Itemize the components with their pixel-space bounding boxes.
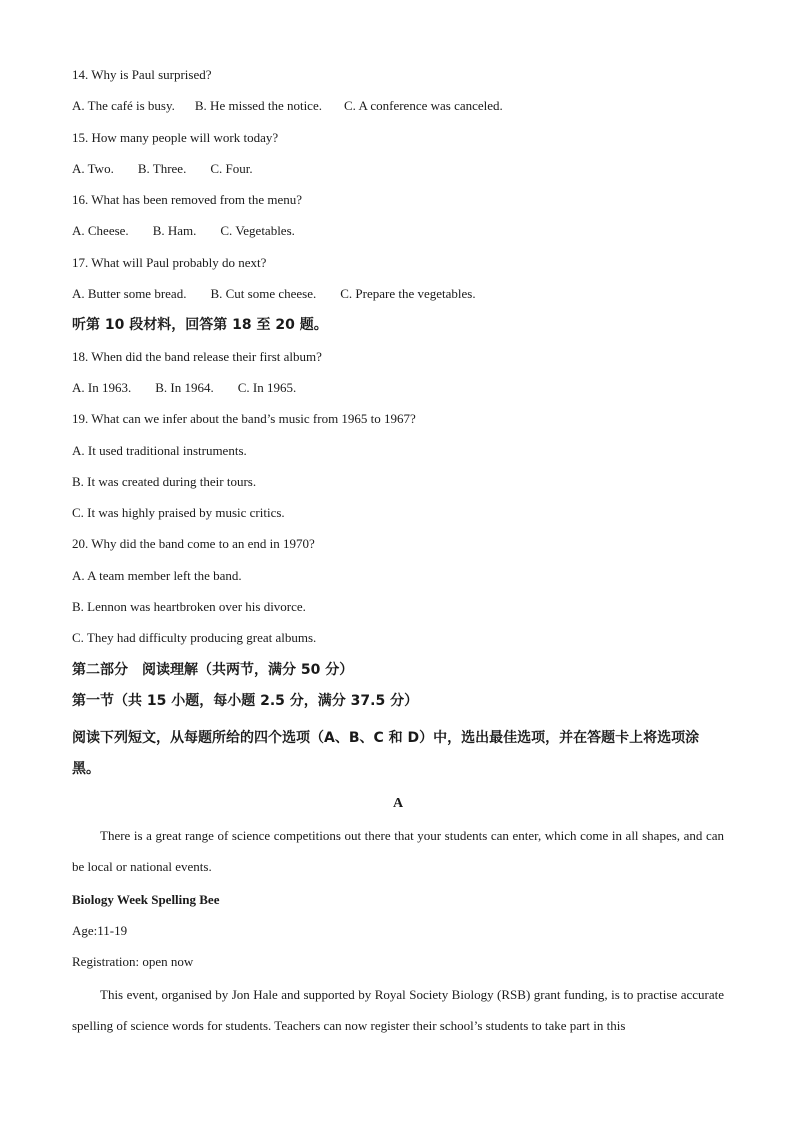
question-18-stem: 18. When did the band release their first album? <box>72 348 322 364</box>
q15-option-b: B. Three. <box>137 160 187 176</box>
q16-option-c: C. Vegetables. <box>220 223 295 239</box>
q18-option-a: A. In 1963. <box>72 379 132 395</box>
page-content <box>72 66 724 1041</box>
q17-option-c: C. Prepare the vegetables. <box>340 286 476 302</box>
event-description: This event, organised by Jon Hale and supported by Royal Society Biology (RSB) grant funding, is to practise accurate spelling of science words for students. Teachers can now register their school’s students to take part in this <box>72 986 724 1033</box>
q20-option-b: B. Lennon was heartbroken over his divorce. <box>72 599 306 615</box>
event-title: Biology Week Spelling Bee <box>72 891 220 907</box>
question-16-options <box>72 222 724 240</box>
q16-option-b: B. Ham. <box>152 223 197 239</box>
reading-section-title: 第一节（共 15 小题，每小题 2.5 分，满分 37.5 分） <box>72 692 419 709</box>
question-15-options <box>72 160 724 178</box>
q17-option-b: B. Cut some cheese. <box>210 286 317 302</box>
q14-option-a: A. The café is busy. <box>72 98 175 114</box>
listening-material-10-header: 听第 10 段材料，回答第 18 至 20 题。 <box>72 317 328 334</box>
question-20-stem: 20. Why did the band come to an end in 1970? <box>72 536 315 552</box>
q20-option-c: C. They had difficulty producing great albums. <box>72 630 317 646</box>
question-18-options <box>72 379 724 397</box>
event-age: Age:11-19 <box>72 922 128 938</box>
reading-part-title: 第二部分 阅读理解（共两节，满分 50 分） <box>72 661 354 678</box>
q16-option-a: A. Cheese. <box>72 223 129 239</box>
reading-instruction: 阅读下列短文，从每题所给的四个选项（A、B、C 和 D）中，选出最佳选项，并在答题卡上将选项涂黑。 <box>72 730 700 778</box>
question-17-options <box>72 285 724 303</box>
question-19-stem: 19. What can we infer about the band’s music from 1965 to 1967? <box>72 411 416 427</box>
q17-option-a: A. Butter some bread. <box>72 286 187 302</box>
q19-option-a: A. It used traditional instruments. <box>72 442 247 458</box>
question-15-stem: 15. How many people will work today? <box>72 129 279 145</box>
q19-option-c: C. It was highly praised by music critics. <box>72 505 285 521</box>
q14-option-c: C. A conference was canceled. <box>343 98 503 114</box>
question-14-stem: 14. Why is Paul surprised? <box>72 67 212 82</box>
passage-letter: A <box>392 796 404 812</box>
passage-intro: There is a great range of science competitions out there that your students can enter, which come in all shapes, and can be local or national events. <box>72 828 724 875</box>
q14-option-b: B. He missed the notice. <box>194 98 322 114</box>
q15-option-a: A. Two. <box>72 160 114 176</box>
q18-option-b: B. In 1964. <box>155 379 214 395</box>
q15-option-c: C. Four. <box>210 160 253 176</box>
question-17-stem: 17. What will Paul probably do next? <box>72 254 267 270</box>
event-registration: Registration: open now <box>72 954 194 970</box>
question-16-stem: 16. What has been removed from the menu? <box>72 192 303 208</box>
question-14-options <box>72 97 724 115</box>
q20-option-a: A. A team member left the band. <box>72 567 242 583</box>
q19-option-b: B. It was created during their tours. <box>72 473 257 489</box>
q18-option-c: C. In 1965. <box>237 379 297 395</box>
